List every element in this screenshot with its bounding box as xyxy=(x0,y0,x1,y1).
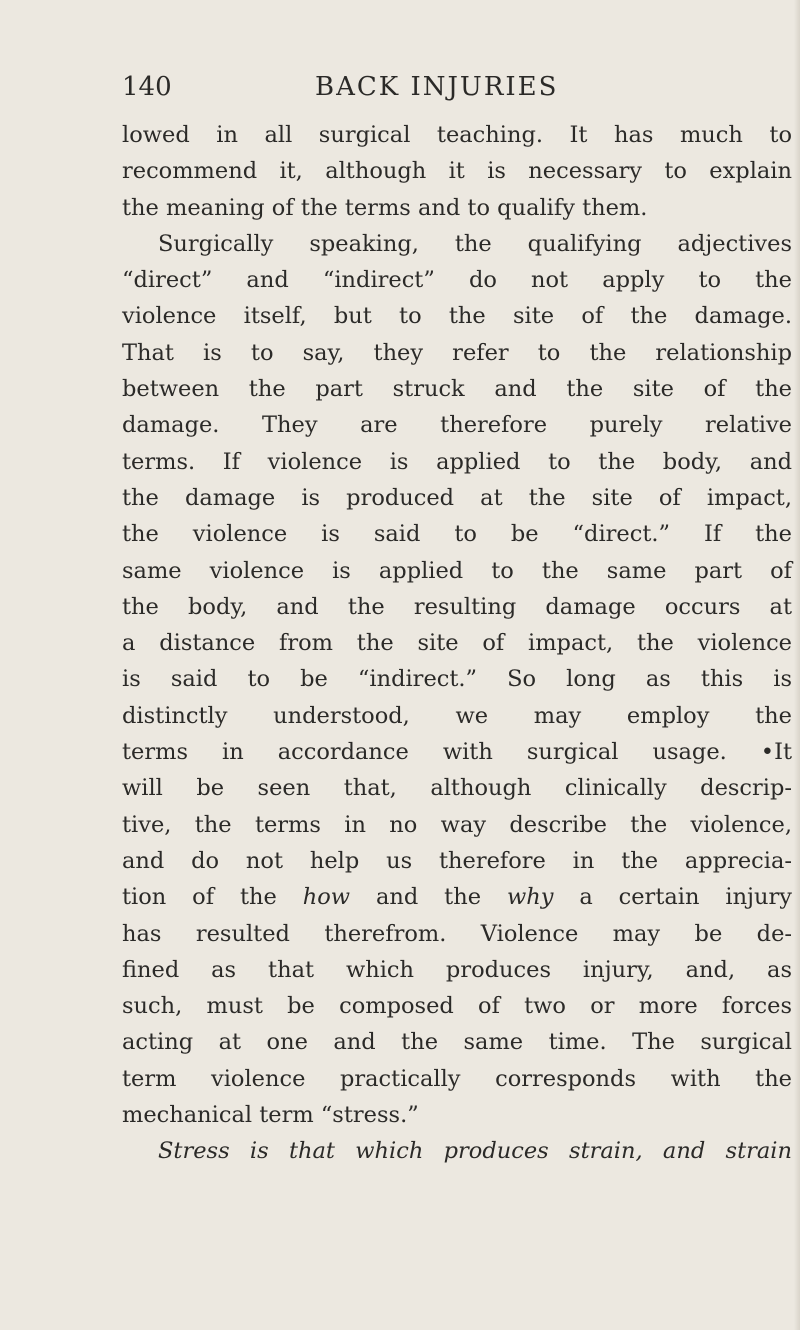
text-line: a distance from the site of impact, the violence xyxy=(122,630,792,657)
text-line: mechanical term “stress.” xyxy=(122,1102,419,1129)
text-line: will be seen that, although clinically descrip- xyxy=(122,775,792,802)
text-line: Surgically speaking, the qualifying adjectives xyxy=(158,230,792,257)
text-line: That is to say, they refer to the relationship xyxy=(122,339,792,366)
text-line: the damage is produced at the site of impact, xyxy=(122,484,792,511)
text-line: terms in accordance with surgical usage. •It xyxy=(122,739,792,766)
text-line: damage. They are therefore purely relative xyxy=(122,412,792,439)
text-line: term violence practically corresponds with the xyxy=(122,1065,792,1092)
text-line: between the part struck and the site of the xyxy=(122,376,792,403)
page-edge-shadow xyxy=(794,0,800,1330)
text-line: such, must be composed of two or more forces xyxy=(122,993,792,1020)
page-number: 140 xyxy=(122,72,172,102)
emphasis-why: why xyxy=(506,884,554,911)
text-line: fined as that which produces injury, and, as xyxy=(122,956,792,983)
text-line: same violence is applied to the same part of xyxy=(122,557,792,584)
body-text xyxy=(122,117,792,1170)
text-line: tive, the terms in no way describe the violence, xyxy=(122,811,792,838)
text-line: the body, and the resulting damage occurs at xyxy=(122,593,792,620)
emphasis-how: how xyxy=(302,884,351,911)
text-line: and do not help us therefore in the apprecia- xyxy=(122,847,792,874)
text-line: is said to be “indirect.” So long as this is xyxy=(122,666,792,693)
page-header xyxy=(122,72,682,112)
text-line: “direct” and “indirect” do not apply to the xyxy=(122,267,792,294)
text-line: lowed in all surgical teaching. It has much to xyxy=(122,122,792,148)
text-line: violence itself, but to the site of the damage. xyxy=(122,303,792,330)
text-line: Stress is that which produces strain, and strain xyxy=(158,1138,792,1165)
text-line: the meaning of the terms and to qualify them. xyxy=(122,194,648,221)
text-line: the violence is said to be “direct.” If the xyxy=(122,521,792,548)
text-line: acting at one and the same time. The surgical xyxy=(122,1029,792,1056)
text-line: tion of the how and the why a certain injury xyxy=(122,884,792,911)
text-line: recommend it, although it is necessary to explain xyxy=(122,158,792,185)
text-line: terms. If violence is applied to the body, and xyxy=(122,448,792,475)
text-line: distinctly understood, we may employ the xyxy=(122,702,792,729)
running-head: BACK INJURIES xyxy=(315,72,559,102)
text-line: has resulted therefrom. Violence may be de- xyxy=(122,920,792,947)
